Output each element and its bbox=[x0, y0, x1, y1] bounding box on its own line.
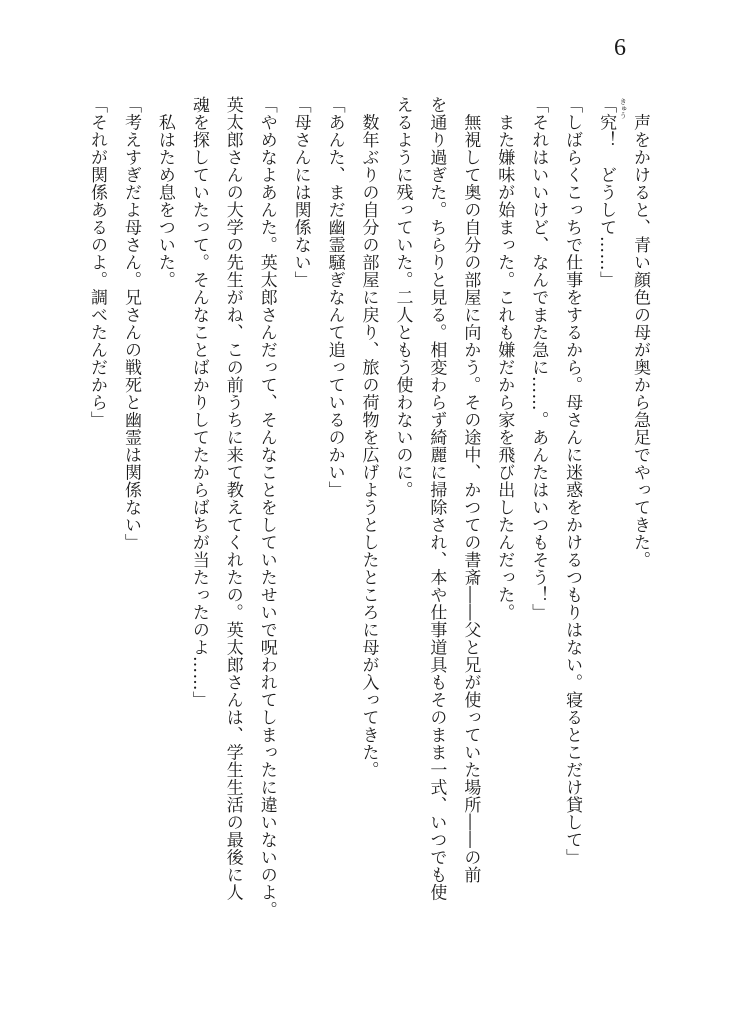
text-line: を通り過ぎた。ちらりと見る。相変わらず綺麗に掃除され、本や仕事道具もそのまま一式、いつでも使 bbox=[426, 96, 447, 901]
text-line: えるように残っていた。二人ともう使わないのに。 bbox=[392, 96, 413, 499]
text-line: 「あんた、まだ幽霊騒ぎなんて追っているのかい」 bbox=[324, 96, 345, 499]
text-line: また嫌味が始まった。これも嫌だから家を飛び出したんだった。 bbox=[494, 96, 515, 621]
text-line bbox=[596, 96, 628, 976]
text-line-content: 「究！ どうして……」 bbox=[596, 96, 617, 289]
text-line: 「考えすぎだよ母さん。兄さんの戦死と幽霊は関係ない」 bbox=[120, 96, 141, 551]
text-line: 私はため息をついた。 bbox=[154, 96, 175, 289]
text-line: 英太郎さんの大学の先生がね、この前うちに来て教えてくれたの。英太郎さんは、学生生活の最後に人 bbox=[222, 96, 243, 901]
furigana-kyuu: きゅう bbox=[619, 98, 628, 119]
text-line: 魂を探していたって。そんなことばかりしてたからばちが当たったのよ……」 bbox=[188, 96, 209, 709]
text-line: 「それが関係あるのよ。調べたんだから」 bbox=[87, 96, 107, 429]
text-line: 「やめなよあんた。英太郎さんだって、そんなことをしていたせいで呪われてしまったに違いないのよ。 bbox=[256, 96, 277, 919]
text-line: 無視して奥の自分の部屋に向かう。その途中、かつての書斎――父と兄が使っていた場所――の前 bbox=[460, 96, 481, 884]
vertical-text-body bbox=[88, 96, 648, 976]
text-line: 「母さんには関係ない」 bbox=[290, 96, 311, 289]
text-line: 「しばらくこっちで仕事をするから。母さんに迷惑をかけるつもりはない。寝るとこだけ貸して」 bbox=[562, 96, 583, 866]
text-line: 声をかけると、青い顔色の母が奥から急足でやってきた。 bbox=[630, 96, 650, 569]
text-line: 数年ぶりの自分の部屋に戻り、旅の荷物を広げようとしたところに母が入ってきた。 bbox=[358, 96, 379, 779]
page-number: 6 bbox=[614, 35, 626, 61]
text-line: 「それはいいけど、なんでまた急に……。あんたはいつもそう！」 bbox=[528, 96, 549, 621]
